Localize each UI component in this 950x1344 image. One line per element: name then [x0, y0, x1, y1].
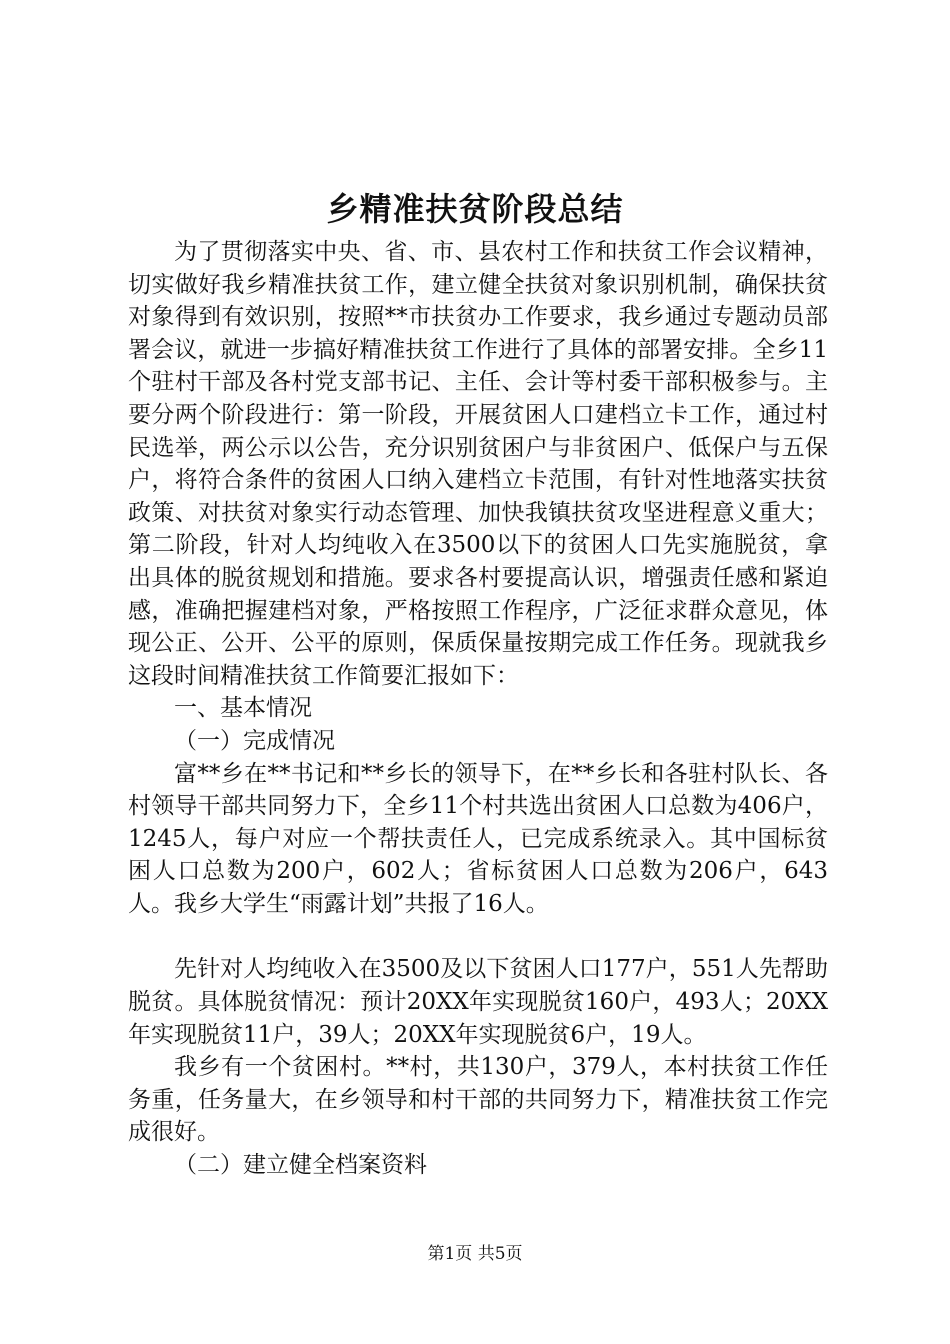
document-body: [128, 236, 828, 1182]
poverty-relief-plan-paragraph: 先针对人均纯收入在3500及以下贫困人口177户，551人先帮助脱贫。具体脱贫情况：预计20XX年实现脱贫160户，493人；20XX年实现脱贫11户，39人；20XX年实现脱贫6户，19人。: [128, 956, 828, 1048]
paragraph-gap: [128, 920, 828, 953]
subsection-heading-archives: （二）建立健全档案资料: [174, 1152, 427, 1179]
document-title: 乡精准扶贫阶段总结: [326, 190, 624, 228]
poor-village-paragraph: 我乡有一个贫困村。**村，共130户，379人，本村扶贫工作任务重，任务量大，在乡领导和村干部的共同努力下，精准扶贫工作完成很好。: [128, 1054, 828, 1146]
completion-paragraph: 富**乡在**书记和**乡长的领导下，在**乡长和各驻村队长、各村领导干部共同努力下，全乡11个村共选出贫困人口总数为406户，1245人，每户对应一个帮扶责任人，已完成系统录入。其中国标贫困人口总数为200户，602人；省标贫困人口总数为206户，643人。我乡大学生“雨露计划”共报了16人。: [128, 760, 828, 917]
subsection-heading-completion: （一）完成情况: [174, 727, 335, 754]
intro-paragraph: 为了贯彻落实中央、省、市、县农村工作和扶贫工作会议精神，切实做好我乡精准扶贫工作，建立健全扶贫对象识别机制，确保扶贫对象得到有效识别，按照**市扶贫办工作要求，我乡通过专题动员部署会议，就进一步搞好精准扶贫工作进行了具体的部署安排。全乡11个驻村干部及各村党支部书记、主任、会计等村委干部积极参与。主要分两个阶段进行：第一阶段，开展贫困人口建档立卡工作，通过村民选举，两公示以公告，充分识别贫困户与非贫困户、低保户与五保户，将符合条件的贫困人口纳入建档立卡范围，有针对性地落实扶贫政策、对扶贫对象实行动态管理、加快我镇扶贫攻坚进程意义重大；第二阶段，针对人均纯收入在3500以下的贫困人口先实施脱贫，拿出具体的脱贫规划和措施。要求各村要提高认识，增强责任感和紧迫感，准确把握建档对象，严格按照工作程序，广泛征求群众意见，体现公正、公开、公平的原则，保质保量按期完成工作任务。现就我乡这段时间精准扶贫工作简要汇报如下：: [128, 239, 828, 689]
section-heading-basic-situation: 一、基本情况: [174, 695, 312, 722]
page-footer: 第1页 共5页: [427, 1244, 523, 1264]
